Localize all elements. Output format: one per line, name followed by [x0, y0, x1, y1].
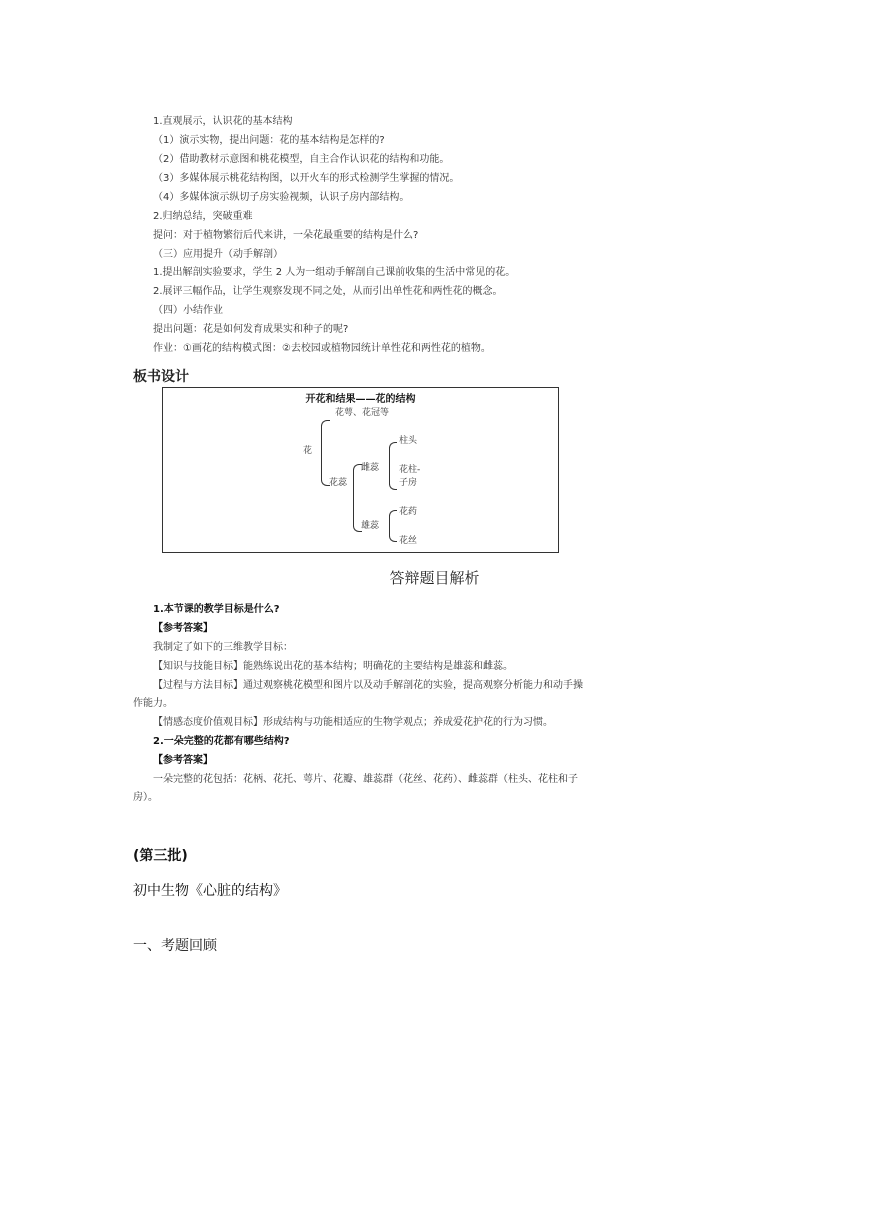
qa-goal-process: 【过程与方法目标】通过观察桃花模型和图片以及动手解剖花的实验，提高观察分析能力和动手操 — [153, 680, 583, 691]
qa-goal-knowledge: 【知识与技能目标】能熟练说出花的基本结构；明确花的主要结构是雄蕊和雌蕊。 — [153, 661, 513, 672]
lesson-line: （三）应用提升（动手解剖） — [153, 249, 283, 260]
lesson-line: 提出问题：花是如何发育成果实和种子的呢? — [153, 324, 349, 335]
section-heading: 一、考题回顾 — [133, 938, 217, 954]
qa-reference-label-1: 【参考答案】 — [153, 623, 213, 634]
node-stamen-pistil: 花蕊 — [329, 478, 348, 488]
node-stigma: 柱头 — [399, 436, 418, 446]
node-calyx: 花萼、花冠等 — [335, 408, 390, 418]
qa-answer-2: 一朵完整的花包括：花柄、花托、萼片、花瓣、雄蕊群（花丝、花药）、雌蕊群（柱头、花柱和子 — [153, 774, 578, 785]
lesson-line: （1）演示实物，提出问题：花的基本结构是怎样的? — [153, 135, 385, 146]
lesson-line: （3）多媒体展示桃花结构图，以开火车的形式检测学生掌握的情况。 — [153, 173, 460, 184]
node-ovary: 子房 — [399, 478, 418, 488]
lesson-line: 1.提出解剖实验要求，学生 2 人为一组动手解剖自己课前收集的生活中常见的花。 — [153, 267, 516, 278]
qa-intro: 我制定了如下的三维教学目标： — [153, 642, 293, 653]
qa-reference-label-2: 【参考答案】 — [153, 755, 213, 766]
lesson-line: 作业：①画花的结构模式图：②去校园或植物园统计单性花和两性花的植物。 — [153, 343, 491, 354]
lesson-line: 2.归纳总结，突破重难 — [153, 211, 253, 222]
qa-question-2: 2.一朵完整的花都有哪些结构? — [153, 736, 290, 747]
lesson-line: 1.直观展示，认识花的基本结构 — [153, 116, 293, 127]
lesson-line: （四）小结作业 — [153, 305, 223, 316]
board-section-title: 板书设计 — [133, 369, 189, 385]
node-anther: 花药 — [399, 507, 418, 517]
node-stamen: 雄蕊 — [361, 521, 380, 531]
lesson-line: 提问：对于植物繁衍后代来讲，一朵花最重要的结构是什么? — [153, 230, 419, 241]
lesson-line: （2）借助教材示意图和桃花模型，自主合作认识花的结构和功能。 — [153, 154, 450, 165]
qa-goal-emotion: 【情感态度价值观目标】形成结构与功能相适应的生物学观点；养成爱花护花的行为习惯。 — [153, 717, 553, 728]
lesson-line: （4）多媒体演示纵切子房实验视频，认识子房内部结构。 — [153, 192, 410, 203]
brace-pistil — [389, 442, 397, 490]
qa-answer-2-cont: 房）。 — [133, 792, 158, 803]
brace-stamen — [389, 510, 397, 542]
qa-goal-process-cont: 作能力。 — [133, 698, 173, 709]
board-diagram — [162, 387, 559, 553]
node-flower: 花 — [303, 446, 313, 456]
qa-question-1: 1.本节课的教学目标是什么? — [153, 604, 280, 615]
node-pistil: 雌蕊 — [361, 463, 380, 473]
qa-title: 答辩题目解析 — [389, 569, 480, 587]
board-header: 开花和结果——花的结构 — [305, 394, 416, 405]
batch-label: (第三批) — [133, 848, 188, 864]
node-filament: 花丝 — [399, 536, 418, 546]
course-title: 初中生物《心脏的结构》 — [133, 883, 287, 899]
brace-flower — [321, 420, 330, 486]
lesson-line: 2.展评三幅作品，让学生观察发现不同之处，从而引出单性花和两性花的概念。 — [153, 286, 503, 297]
node-style: 花柱- — [399, 465, 421, 475]
